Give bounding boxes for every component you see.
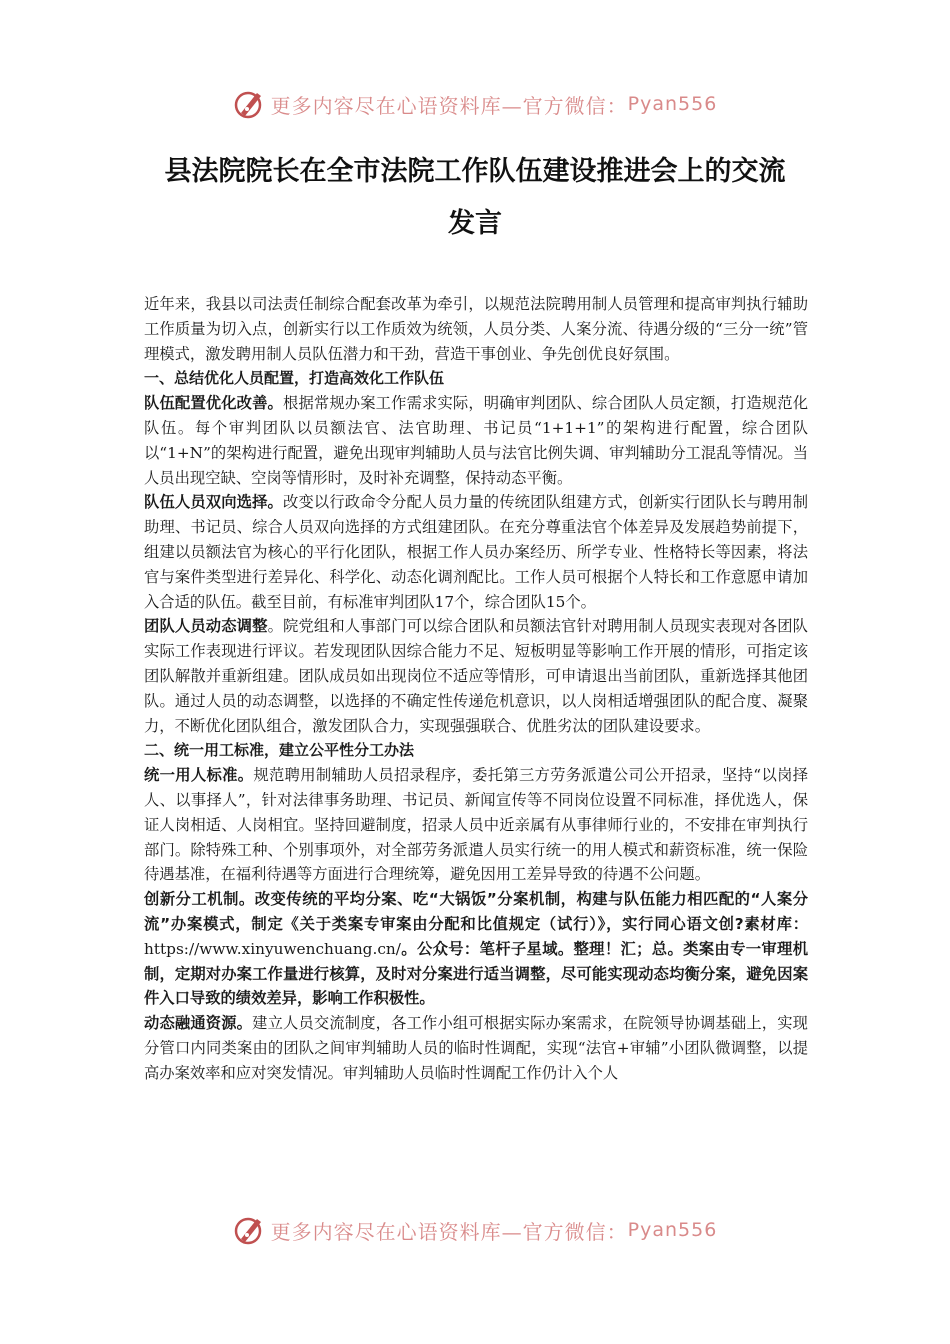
watermark-text: 更多内容尽在心语资料库—官方微信： xyxy=(270,93,628,118)
section-2-heading: 二、统一用工标准，建立公平性分工办法 xyxy=(144,741,415,760)
section-1-heading: 一、总结优化人员配置，打造高效化工作队伍 xyxy=(144,369,445,388)
paragraph-lead: 团队人员动态调整 xyxy=(144,617,268,636)
paragraph-text-part-1: 创新分工机制。改变传统的平均分案、吃“大锅饭”分案机制，构建与队伍能力相匹配的“人案分流”办案模式，制定《关于类案专审案由分配和比值规定（试行）》，实行同心语文创?素材库： xyxy=(144,890,808,933)
paragraph-lead: 动态融通资源。 xyxy=(144,1014,253,1033)
intro-paragraph: 近年来，我县以司法责任制综合配套改革为牵引，以规范法院聘用制人员管理和提高审判执行辅助工作质量为切入点，创新实行以工作质效为统领，人员分类、人案分流、待遇分级的“三分一统”管理模式，激发聘用制人员队伍潜力和干劲，营造干事创业、争先创优良好氛围。 xyxy=(144,295,808,363)
section-1-paragraph-3 xyxy=(144,614,808,738)
document-body xyxy=(144,292,808,1086)
section-2-paragraph-2 xyxy=(144,887,808,1011)
paragraph-text: 建立人员交流制度，各工作小组可根据实际办案需求，在院领导协调基础上，实现分管口内同类案由的团队之间审判辅助人员的临时性调配，实现“法官+审辅”小团队微调整，以提高办案效率和应对突发情况。审判辅助人员临时性调配工作仍计入个人 xyxy=(144,1014,808,1082)
section-1-paragraph-2 xyxy=(144,490,808,614)
paragraph-text-part-2: 。公众号：笔杆子星域。整理！汇；总。类案由专一审理机制，定期对办案工作量进行核算，及时对分案进行适当调整，尽可能实现动态均衡分案，避免因案件入口导致的绩效差异，影响工作积极性。 xyxy=(144,939,808,1008)
paragraph-lead: 队伍人员双向选择。 xyxy=(144,493,284,512)
section-2-paragraph-1 xyxy=(144,763,808,887)
document-title xyxy=(130,146,820,250)
watermark-id: Pyan556 xyxy=(627,93,718,115)
pen-nib-logo-icon xyxy=(233,87,267,121)
watermark-text: 更多内容尽在心语资料库—官方微信： xyxy=(270,1219,628,1244)
section-1-paragraph-1 xyxy=(144,391,808,490)
title-line-1: 县法院院长在全市法院工作队伍建设推进会上的交流 xyxy=(164,156,786,187)
source-url: https://www.xinyuwenchuang.cn/ xyxy=(144,939,401,958)
paragraph-lead: 队伍配置优化改善。 xyxy=(144,394,284,413)
title-line-2: 发言 xyxy=(448,208,502,239)
pen-nib-logo-icon xyxy=(233,1213,267,1247)
section-2-paragraph-3 xyxy=(144,1011,808,1085)
watermark-footer xyxy=(0,1210,950,1250)
paragraph-text: 改变以行政命令分配人员力量的传统团队组建方式，创新实行团队长与聘用制助理、书记员、综合人员双向选择的方式组建团队。在充分尊重法官个体差异及发展趋势前提下，组建以员额法官为核心的平行化团队，根据工作人员办案经历、所学专业、性格特长等因素，将法官与案件类型进行差异化、科学化、动态化调剂配比。工作人员可根据个人特长和工作意愿申请加入合适的队伍。截至目前，有标准审判团队17个，综合团队15个。 xyxy=(144,493,808,611)
paragraph-lead: 统一用人标准。 xyxy=(144,766,254,785)
paragraph-text: 规范聘用制辅助人员招录程序，委托第三方劳务派遣公司公开招录，坚持“以岗择人、以事择人”，针对法律事务助理、书记员、新闻宣传等不同岗位设置不同标准，择优选人，保证人岗相适、人岗相宜。坚持回避制度，招录人员中近亲属有从事律师行业的，不安排在审判执行部门。除特殊工种、个别事项外，对全部劳务派遣人员实行统一的用人模式和薪资标准，统一保险待遇基准，在福利待遇等方面进行合理统筹，避免因用工差异导致的待遇不公问题。 xyxy=(144,766,808,884)
watermark-id: Pyan556 xyxy=(627,1219,718,1241)
paragraph-text: 根据常规办案工作需求实际，明确审判团队、综合团队人员定额，打造规范化队伍。每个审判团队以员额法官、法官助理、书记员“1+1+1”的架构进行配置，综合团队以“1+N”的架构进行配置，避免出现审判辅助人员与法官比例失调、审判辅助分工混乱等情况。当人员出现空缺、空岗等情形时，及时补充调整，保持动态平衡。 xyxy=(144,394,808,487)
paragraph-text: 。院党组和人事部门可以综合团队和员额法官针对聘用制人员现实表现对各团队实际工作表现进行评议。若发现团队因综合能力不足、短板明显等影响工作开展的情形，可指定该团队解散并重新组建。团队成员如出现岗位不适应等情形，可申请退出当前团队，重新选择其他团队。通过人员的动态调整，以选择的不确定性传递危机意识，以人岗相适增强团队的配合度、凝聚力，不断优化团队组合，激发团队合力，实现强强联合、优胜劣汰的团队建设要求。 xyxy=(144,617,808,735)
watermark-header xyxy=(0,84,950,124)
